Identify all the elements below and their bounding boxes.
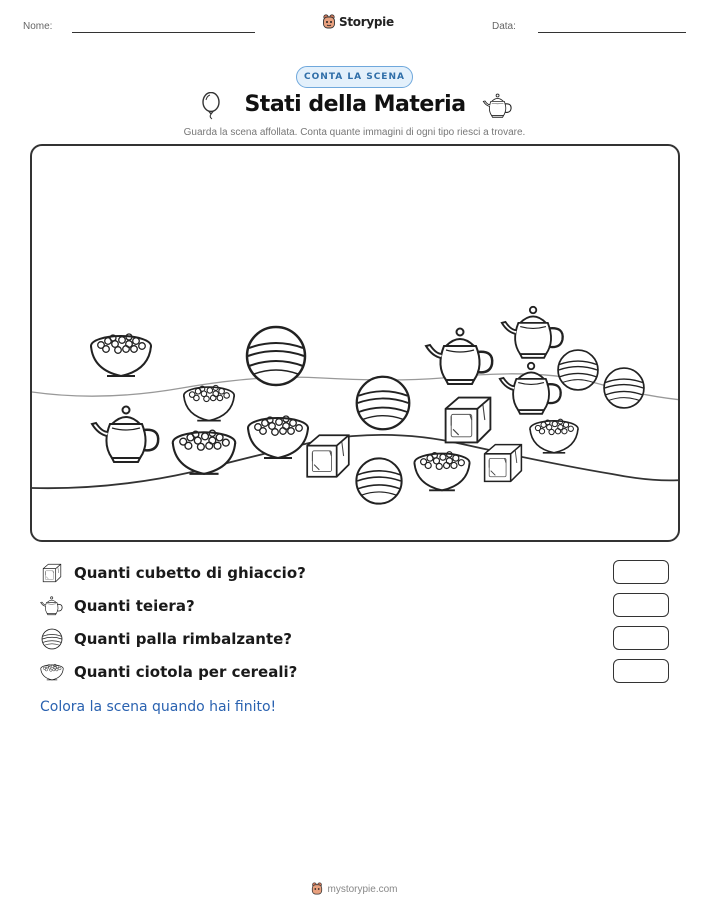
question-text: Quanti ciotola per cereali? <box>74 663 298 681</box>
teapot-icon <box>40 595 64 617</box>
counting-scene[interactable] <box>30 144 680 542</box>
cereal-bowl-icon <box>248 416 308 458</box>
question-row <box>40 560 670 586</box>
ice-cube-icon <box>485 445 522 482</box>
ice-cube-icon <box>40 562 64 584</box>
teapot-icon <box>92 407 158 463</box>
footer-url[interactable]: mystorypie.com <box>327 883 398 895</box>
coloring-note: Colora la scena quando hai finito! <box>40 699 277 715</box>
teapot-icon <box>482 93 514 119</box>
section-badge: CONTA LA SCENA <box>296 66 413 88</box>
cereal-bowl-icon <box>91 334 151 376</box>
answer-box-cereal-bowl[interactable] <box>613 659 669 683</box>
subtitle: Guarda la scena affollata. Conta quante immagini di ogni tipo riesci a trovare. <box>183 127 526 138</box>
bouncy-ball-icon <box>40 628 64 650</box>
bouncy-ball-icon <box>604 368 644 408</box>
question-row <box>40 626 670 652</box>
scene-artwork <box>32 146 680 542</box>
cereal-bowl-icon <box>184 385 234 420</box>
storypie-logo-icon <box>322 14 336 30</box>
question-text: Quanti cubetto di ghiaccio? <box>74 564 306 582</box>
date-line[interactable] <box>538 32 686 33</box>
question-text: Quanti palla rimbalzante? <box>74 630 292 648</box>
question-row <box>40 593 670 619</box>
bouncy-ball-icon <box>357 377 410 430</box>
answer-box-ice-cube[interactable] <box>613 560 669 584</box>
cereal-bowl-icon <box>414 452 469 491</box>
cereal-bowl-icon <box>40 661 64 683</box>
answer-box-ball[interactable] <box>613 626 669 650</box>
page-title: Stati della Materia <box>244 92 466 117</box>
balloon-icon <box>201 92 221 120</box>
question-text: Quanti teiera? <box>74 597 195 615</box>
name-line[interactable] <box>72 32 255 33</box>
teapot-icon <box>500 363 561 414</box>
bouncy-ball-icon <box>558 350 598 390</box>
answer-box-teapot[interactable] <box>613 593 669 617</box>
brand-logo <box>322 12 394 32</box>
cereal-bowl-icon <box>173 430 235 474</box>
ice-cube-icon <box>307 435 349 477</box>
date-label: Data: <box>492 21 516 32</box>
brand-name: Storypie <box>339 15 394 29</box>
storypie-logo-icon <box>311 882 323 896</box>
footer <box>0 880 709 898</box>
teapot-icon <box>426 329 492 385</box>
ice-cube-icon <box>446 398 491 443</box>
question-row <box>40 659 670 685</box>
bouncy-ball-icon <box>356 458 401 503</box>
cereal-bowl-icon <box>530 419 578 453</box>
teapot-icon <box>502 307 563 358</box>
name-label: Nome: <box>23 21 53 32</box>
bouncy-ball-icon <box>247 327 305 385</box>
